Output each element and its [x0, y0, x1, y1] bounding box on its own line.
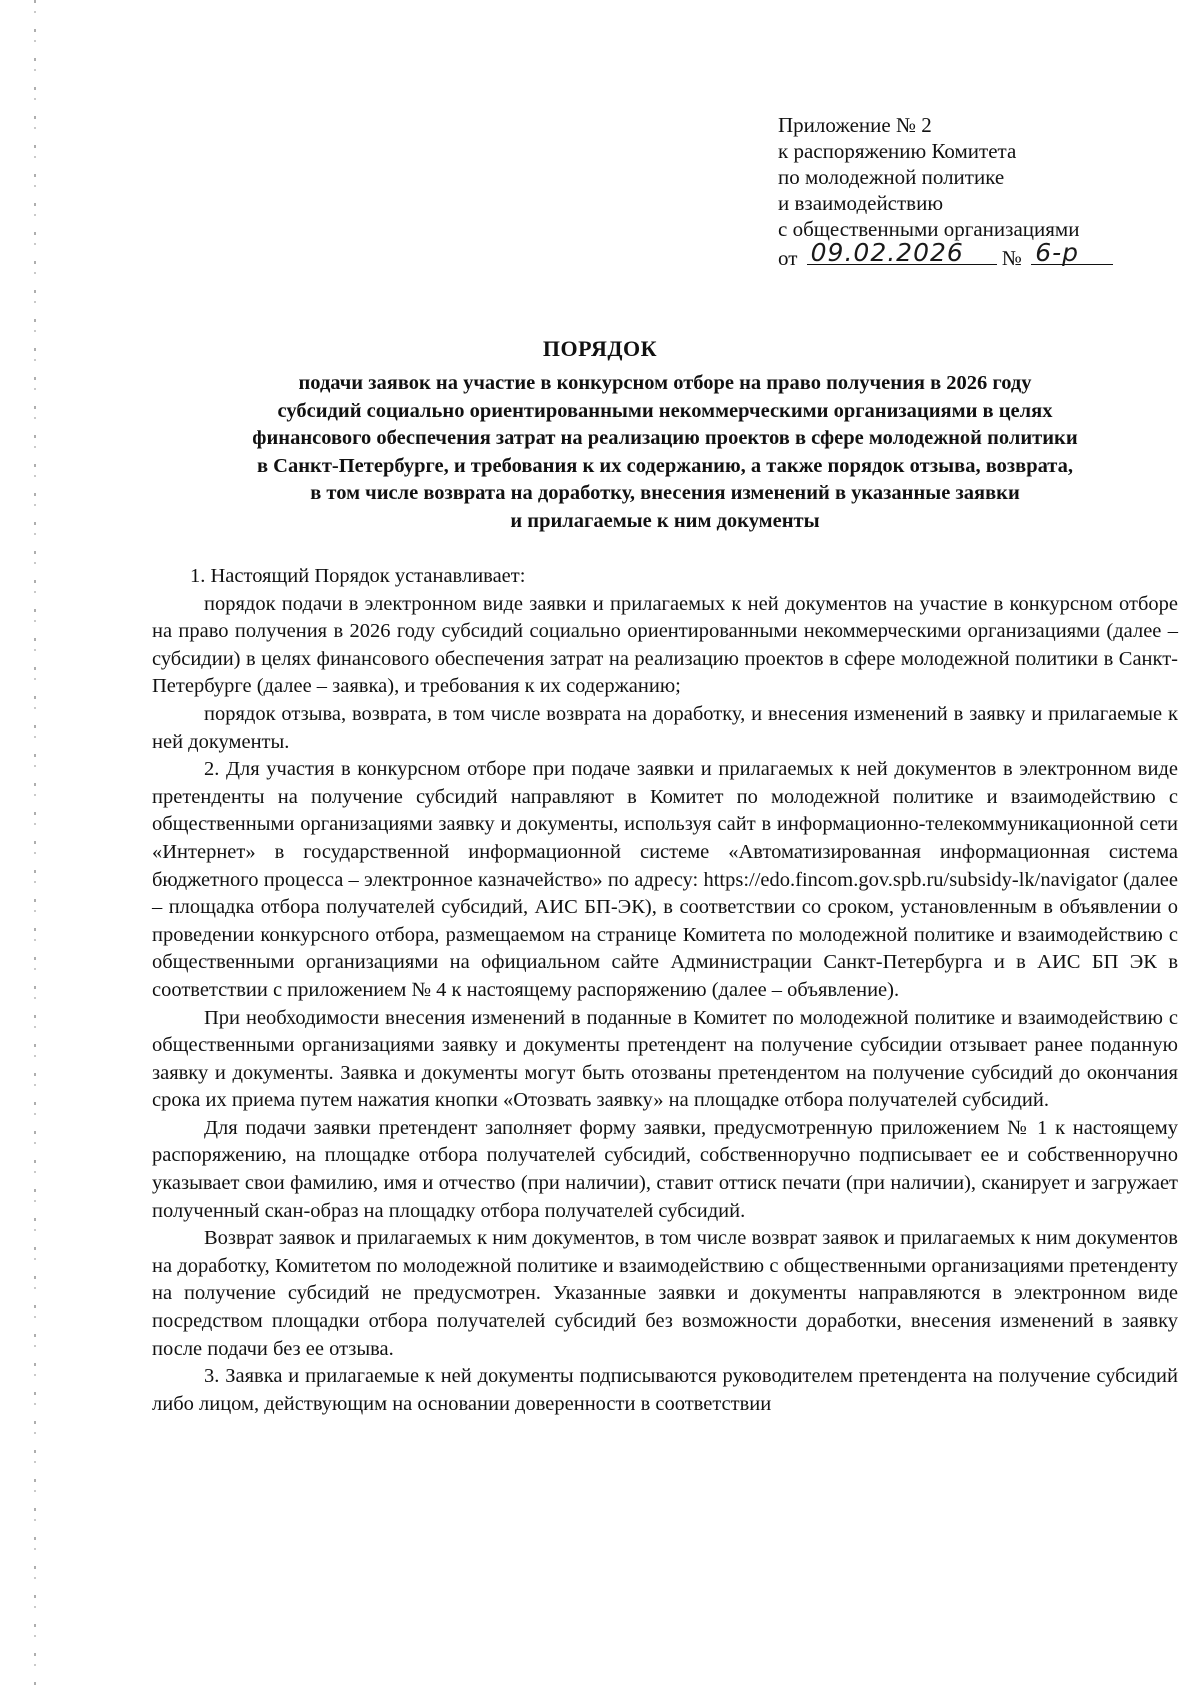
paragraph: 3. Заявка и прилагаемые к ней документы подписываются руководителем претендента на получение субсидий либо лицом, действующим на основании доверенности в соответствии — [152, 1365, 1178, 1415]
subtitle-line: финансового обеспечения затрат на реализацию проектов в сфере молодежной политики — [252, 427, 1078, 449]
subtitle-line: подачи заявок на участие в конкурсном отборе на право получения в 2026 году — [298, 372, 1032, 394]
date-number-line — [778, 238, 1178, 272]
paragraph: порядок подачи в электронном виде заявки и прилагаемых к ней документов на участие в конкурсном отборе на право получения в 2026 году субсидий социально ориентированными некоммерческими организациями (далее – субсидии) в целях финансового обеспечения затрат на реализацию проектов в сфере молодежной политики в Санкт-Петербурге (далее – заявка), и требования к их содержанию; — [152, 592, 1178, 698]
document-subtitle — [150, 370, 1180, 535]
paragraph: порядок отзыва, возврата, в том числе возврата на доработку, и внесения изменений в заявку и прилагаемые к ней документы. — [152, 702, 1178, 753]
number-prefix: № — [1001, 246, 1022, 270]
date-prefix: от — [778, 246, 798, 270]
subtitle-line: субсидий социально ориентированными некоммерческими организациями в целях — [277, 399, 1053, 422]
paragraph: 1. Настоящий Порядок устанавливает: — [190, 565, 526, 587]
paragraph: 2. Для участия в конкурсном отборе при подаче заявки и прилагаемых к ней документов в электронном виде претенденты на получение субсидий направляют в Комитет по молодежной политике и взаимодействию с общественными организациями заявку и документы, используя сайт в информационно-телекоммуникационной сети «Интернет» в государственной информационной системе «Автоматизированная информационная система бюджетного процесса – электронное казначейство» по адресу: https://edo.fincom.gov.spb.ru/subsidy-lk/navigator (далее – площадка отбора получателей субсидий, АИС БП-ЭК), в соответствии со сроком, установленным в объявлении о проведении конкурсного отбора, размещаемом на странице Комитета по молодежной политике и взаимодействию с общественными организациями на официальном сайте Администрации Санкт-Петербурга и в АИС БП ЭК в соответствии с приложением № 4 к настоящему распоряжению (далее – объявление). — [152, 758, 1178, 1001]
handwritten-date: 09.02.2026 — [810, 238, 964, 267]
subtitle-line: в Санкт-Петербурге, и требования к их содержанию, а также порядок отзыва, возврата, — [256, 454, 1074, 477]
paragraph: Для подачи заявки претендент заполняет форму заявки, предусмотренную приложением № 1 к настоящему распоряжению, на площадке отбора получателей субсидий, собственноручно подписывает ее и собственноручно указывает свои фамилию, имя и отчество (при наличии), ставит оттиск печати (при наличии), сканирует и загружает полученный скан-образ на площадку отбора получателей субсидий. — [152, 1116, 1178, 1222]
appendix-line: и взаимодействию — [778, 191, 944, 215]
appendix-line: Приложение № 2 — [778, 113, 932, 137]
subtitle-line: в том числе возврата на доработку, внесения изменений в указанные заявки — [310, 482, 1020, 504]
appendix-line: к распоряжению Комитета — [778, 139, 1017, 163]
scan-edge-artifact — [34, 0, 36, 1685]
appendix-header — [778, 112, 1178, 272]
number-field — [1031, 238, 1113, 267]
paragraph: При необходимости внесения изменений в поданные в Комитет по молодежной политике и взаимодействию с общественными организациями заявку и документы претендент на получение субсидии отзывает ранее поданную заявку и документы. Заявка и документы могут быть отозваны претендентом на получение субсидий до окончания срока их приема путем нажатия кнопки «Отозвать заявку» на площадке отбора получателей субсидий. — [152, 1006, 1178, 1112]
handwritten-number: 6-р — [1035, 238, 1079, 267]
subtitle-line: и прилагаемые к ним документы — [510, 509, 820, 532]
date-field — [807, 238, 997, 267]
appendix-line: с общественными организациями — [778, 217, 1080, 241]
document-title: ПОРЯДОК — [542, 336, 658, 361]
document-body — [152, 563, 1178, 1418]
appendix-line: по молодежной политике — [778, 165, 1005, 189]
paragraph: Возврат заявок и прилагаемых к ним документов, в том числе возврат заявок и прилагаемых к ним документов на доработку, Комитетом по молодежной политике и взаимодействию с общественными организациями претенденту на получение субсидий не предусмотрен. Указанные заявки и документы направляются в электронном виде посредством площадки отбора получателей субсидий без возможности доработки, внесения изменений в заявку после подачи без ее отзыва. — [152, 1227, 1178, 1360]
